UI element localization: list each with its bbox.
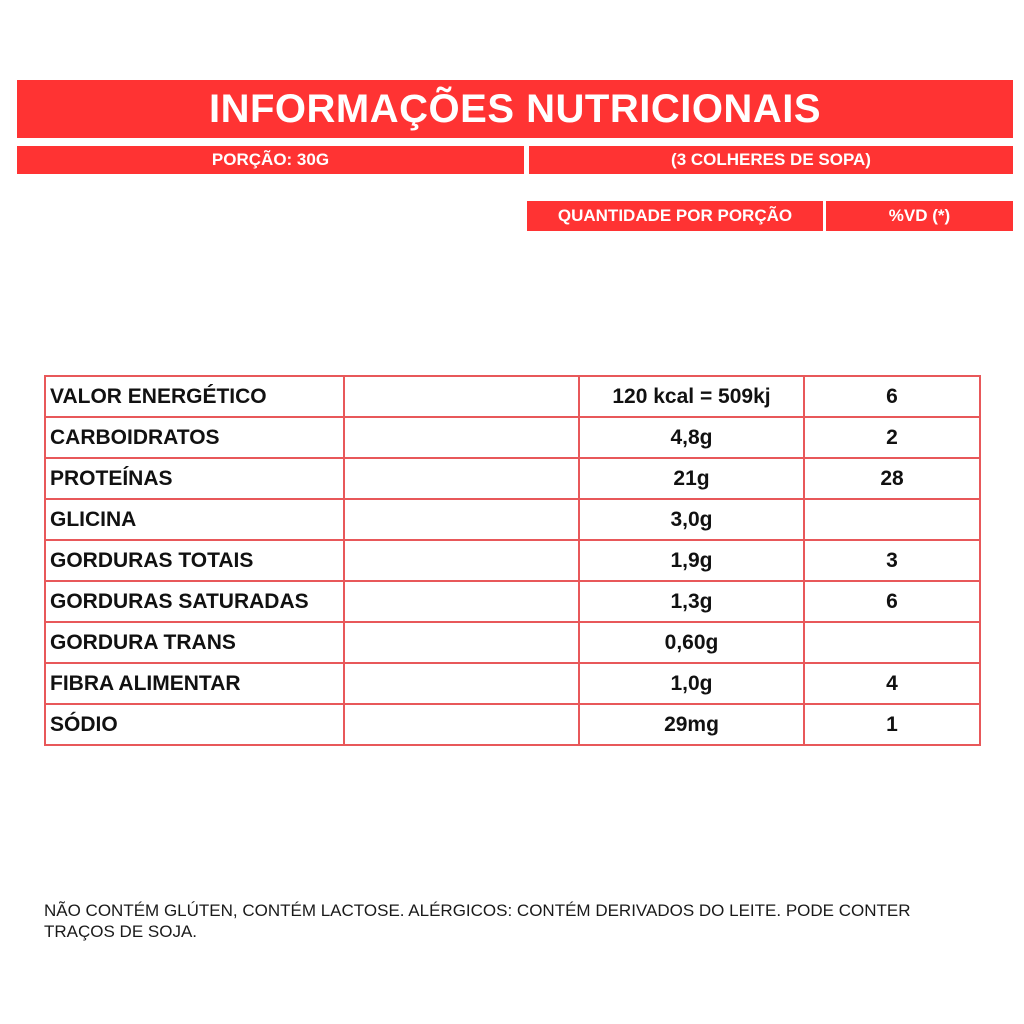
empty-cell	[344, 704, 579, 745]
nutrient-daily-value	[804, 499, 980, 540]
empty-cell	[344, 458, 579, 499]
empty-cell	[344, 417, 579, 458]
nutrient-amount: 21g	[579, 458, 804, 499]
nutrient-amount: 1,0g	[579, 663, 804, 704]
daily-value-header: %VD (*)	[826, 201, 1013, 231]
nutrient-name: VALOR ENERGÉTICO	[45, 376, 344, 417]
table-row	[45, 704, 980, 745]
nutrient-amount: 3,0g	[579, 499, 804, 540]
table-row	[45, 417, 980, 458]
table-row	[45, 540, 980, 581]
nutrient-daily-value: 1	[804, 704, 980, 745]
nutrient-daily-value	[804, 622, 980, 663]
table-row	[45, 499, 980, 540]
nutrient-name: CARBOIDRATOS	[45, 417, 344, 458]
portion-measure-label: (3 COLHERES DE SOPA)	[529, 146, 1013, 174]
empty-cell	[344, 622, 579, 663]
page-title: INFORMAÇÕES NUTRICIONAIS	[17, 80, 1013, 138]
nutrient-daily-value: 6	[804, 581, 980, 622]
table-row	[45, 458, 980, 499]
nutrient-daily-value: 2	[804, 417, 980, 458]
table-row	[45, 663, 980, 704]
table-row	[45, 581, 980, 622]
nutrient-name: SÓDIO	[45, 704, 344, 745]
table-row	[45, 376, 980, 417]
portion-size-label: PORÇÃO: 30G	[17, 146, 524, 174]
empty-cell	[344, 663, 579, 704]
nutrient-daily-value: 3	[804, 540, 980, 581]
nutrient-amount: 0,60g	[579, 622, 804, 663]
nutrient-name: GORDURAS TOTAIS	[45, 540, 344, 581]
allergen-footnote: NÃO CONTÉM GLÚTEN, CONTÉM LACTOSE. ALÉRGICOS: CONTÉM DERIVADOS DO LEITE. PODE CONTER TRAÇOS DE SOJA.	[44, 901, 911, 941]
nutrition-table	[44, 375, 981, 746]
empty-cell	[344, 581, 579, 622]
nutrient-amount: 29mg	[579, 704, 804, 745]
empty-cell	[344, 499, 579, 540]
nutrient-amount: 4,8g	[579, 417, 804, 458]
empty-cell	[344, 540, 579, 581]
nutrient-amount: 1,9g	[579, 540, 804, 581]
nutrient-name: GORDURA TRANS	[45, 622, 344, 663]
nutrient-name: FIBRA ALIMENTAR	[45, 663, 344, 704]
empty-cell	[344, 376, 579, 417]
nutrient-daily-value: 4	[804, 663, 980, 704]
quantity-per-portion-header: QUANTIDADE POR PORÇÃO	[527, 201, 823, 231]
nutrient-name: GORDURAS SATURADAS	[45, 581, 344, 622]
nutrient-daily-value: 6	[804, 376, 980, 417]
nutrient-name: GLICINA	[45, 499, 344, 540]
nutrient-daily-value: 28	[804, 458, 980, 499]
nutrient-amount: 120 kcal = 509kj	[579, 376, 804, 417]
nutrient-name: PROTEÍNAS	[45, 458, 344, 499]
table-row	[45, 622, 980, 663]
nutrient-amount: 1,3g	[579, 581, 804, 622]
